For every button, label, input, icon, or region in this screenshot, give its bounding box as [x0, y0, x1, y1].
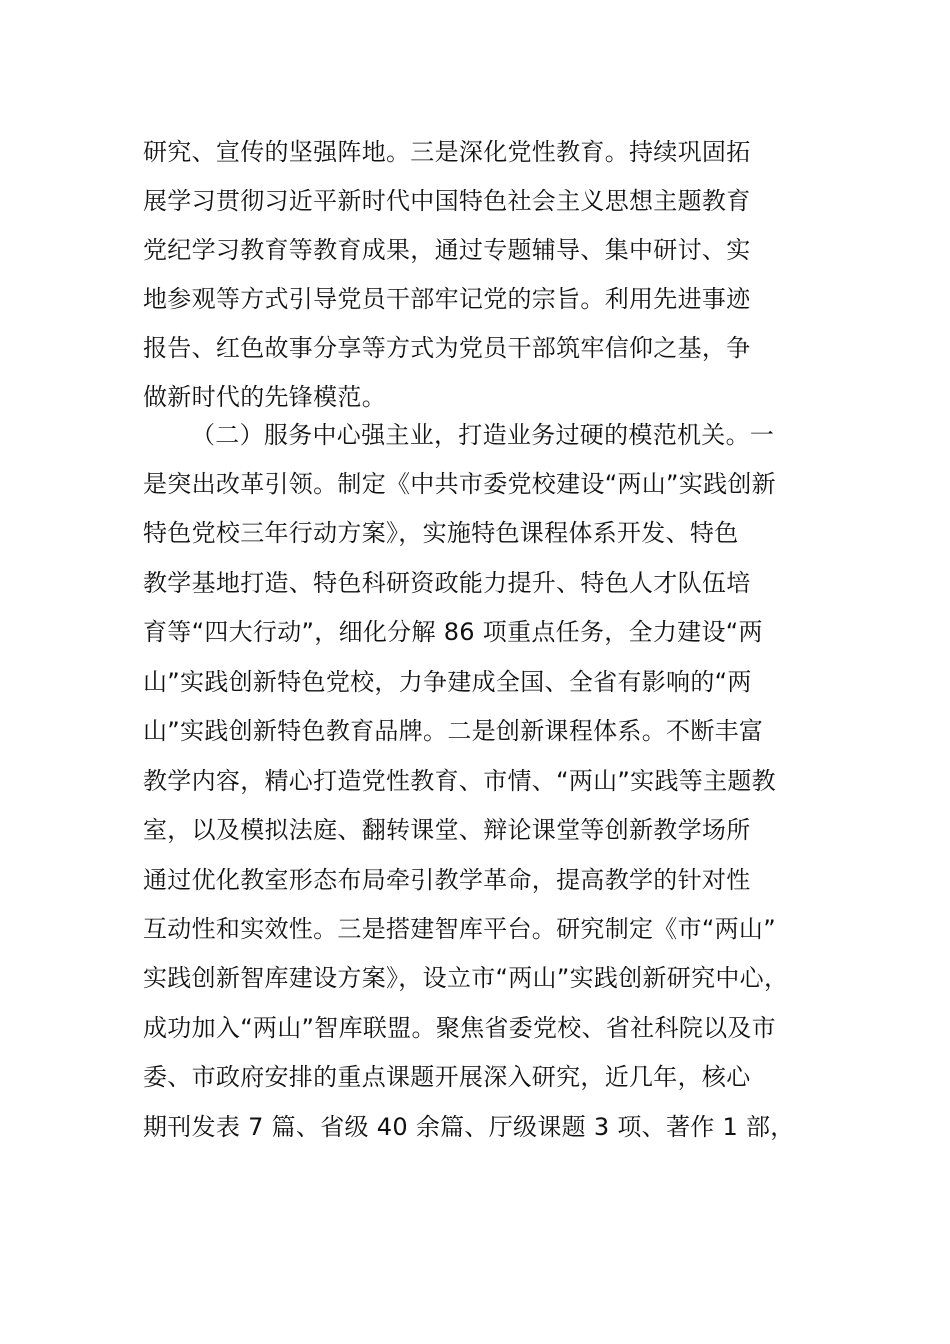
paragraph-line: 特色党校三年行动方案》，实施特色课程体系开发、特色 [143, 519, 739, 547]
paragraph-line: 成功加入“两山”智库联盟。聚焦省委党校、省社科院以及市 [143, 1014, 776, 1042]
paragraph-line: 山”实践创新特色教育品牌。二是创新课程体系。不断丰富 [143, 717, 764, 745]
paragraph-line: 做新时代的先锋模范。 [143, 383, 386, 411]
paragraph-line: （二）服务中心强主业，打造业务过硬的模范机关。一 [191, 421, 775, 449]
paragraph-line: 室，以及模拟法庭、翻转课堂、辩论课堂等创新教学场所 [143, 816, 751, 844]
paragraph-line: 报告、红色故事分享等方式为党员干部筑牢信仰之基，争 [143, 334, 751, 362]
paragraph-line: 通过优化教室形态布局牵引教学革命，提高教学的针对性 [143, 866, 751, 894]
paragraph-line: 委、市政府安排的重点课题开展深入研究，近几年，核心 [143, 1063, 751, 1091]
paragraph-line: 期刊发表 7 篇、省级 40 余篇、厅级课题 3 项、著作 1 部， [143, 1113, 795, 1141]
paragraph-line: 育等“四大行动”，细化分解 86 项重点任务，全力建设“两 [143, 618, 763, 646]
paragraph-line: 展学习贯彻习近平新时代中国特色社会主义思想主题教育 [143, 187, 751, 215]
paragraph-line: 地参观等方式引导党员干部牢记党的宗旨。利用先进事迹 [143, 285, 751, 313]
paragraph-line: 实践创新智库建设方案》，设立市“两山”实践创新研究中心， [143, 964, 789, 992]
paragraph-line: 是突出改革引领。制定《中共市委党校建设“两山”实践创新 [143, 470, 776, 498]
paragraph-line: 研究、宣传的坚强阵地。三是深化党性教育。持续巩固拓 [143, 138, 751, 166]
paragraph-line: 山”实践创新特色党校，力争建成全国、全省有影响的“两 [143, 668, 752, 696]
paragraph-line: 教学内容，精心打造党性教育、市情、“两山”实践等主题教 [143, 767, 776, 795]
paragraph-line: 教学基地打造、特色科研资政能力提升、特色人才队伍培 [143, 569, 751, 597]
paragraph-line: 党纪学习教育等教育成果，通过专题辅导、集中研讨、实 [143, 236, 751, 264]
paragraph-line: 互动性和实效性。三是搭建智库平台。研究制定《市“两山” [143, 915, 776, 943]
